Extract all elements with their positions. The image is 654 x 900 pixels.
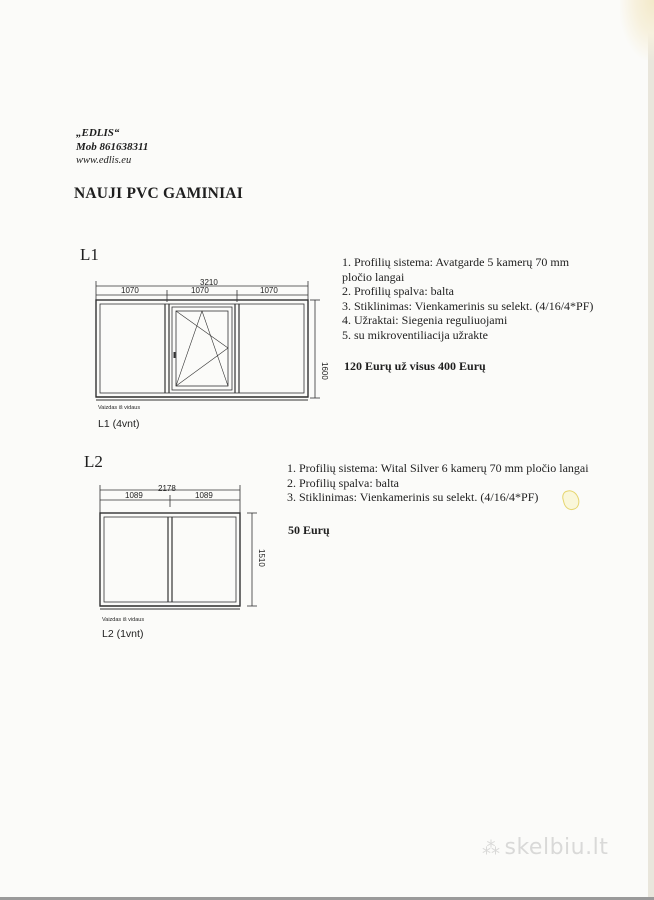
- spec-line: 2. Profilių spalva: balta: [342, 284, 454, 299]
- watermark-logo-icon: ⁂: [482, 838, 501, 859]
- page-edge: [648, 0, 654, 900]
- dim-section-3-l1: 1070: [260, 286, 278, 295]
- dim-section-2-l1: 1070: [191, 286, 209, 295]
- dim-height-l2: 1510: [257, 549, 266, 567]
- window-drawing-l1: [86, 276, 329, 408]
- dim-total-width-l1: 3210: [200, 278, 218, 287]
- item-label-l1: L1: [80, 245, 99, 264]
- dim-section-1-l1: 1070: [121, 286, 139, 295]
- dim-total-width-l2: 2178: [158, 484, 176, 493]
- dim-height-l1: 1600: [320, 362, 329, 380]
- spec-line: 3. Stiklinimas: Vienkamerinis su selekt. (4/16/4*PF): [287, 490, 539, 505]
- spec-line: 4. Užraktai: Siegenia reguliuojami: [342, 313, 508, 328]
- spec-line: 2. Profilių spalva: balta: [287, 475, 399, 490]
- company-name: „EDLIS“: [76, 127, 120, 139]
- price-l2: 50 Eurų: [288, 523, 330, 537]
- item-label-l2: L2: [84, 452, 103, 471]
- price-l1: 120 Eurų už visus 400 Eurų: [344, 359, 486, 373]
- caption-view-l1: Vaizdas iš vidaus: [98, 405, 141, 411]
- spec-line: 1. Profilių sistema: Avatgarde 5 kamerų 70 mm: [342, 255, 570, 269]
- specs-l1: [342, 255, 593, 343]
- company-info: [76, 126, 148, 168]
- caption-l1: L1 (4vnt): [98, 418, 140, 430]
- company-phone: Mob 861638311: [76, 141, 149, 153]
- spec-line: 1. Profilių sistema: Wital Silver 6 kamerų 70 mm pločio langai: [287, 461, 589, 475]
- dim-section-1-l2: 1089: [125, 491, 143, 500]
- paper-stain: [620, 0, 654, 60]
- spec-line: 3. Stiklinimas: Vienkamerinis su selekt. (4/16/4*PF): [342, 298, 594, 313]
- caption-view-l2: Vaizdas iš vidaus: [102, 617, 145, 623]
- caption-l2: L2 (1vnt): [102, 628, 144, 640]
- company-website: www.edlis.eu: [76, 155, 132, 166]
- watermark-text: skelbiu.lt: [504, 835, 609, 860]
- spec-line: 5. su mikroventiliacija užrakte: [342, 327, 488, 342]
- watermark: [482, 835, 608, 860]
- dim-section-2-l2: 1089: [195, 491, 213, 500]
- spec-line: pločio langai: [342, 269, 405, 284]
- window-drawing-l2: [92, 483, 270, 617]
- page-title: NAUJI PVC GAMINIAI: [74, 185, 243, 202]
- specs-l2: [287, 461, 589, 505]
